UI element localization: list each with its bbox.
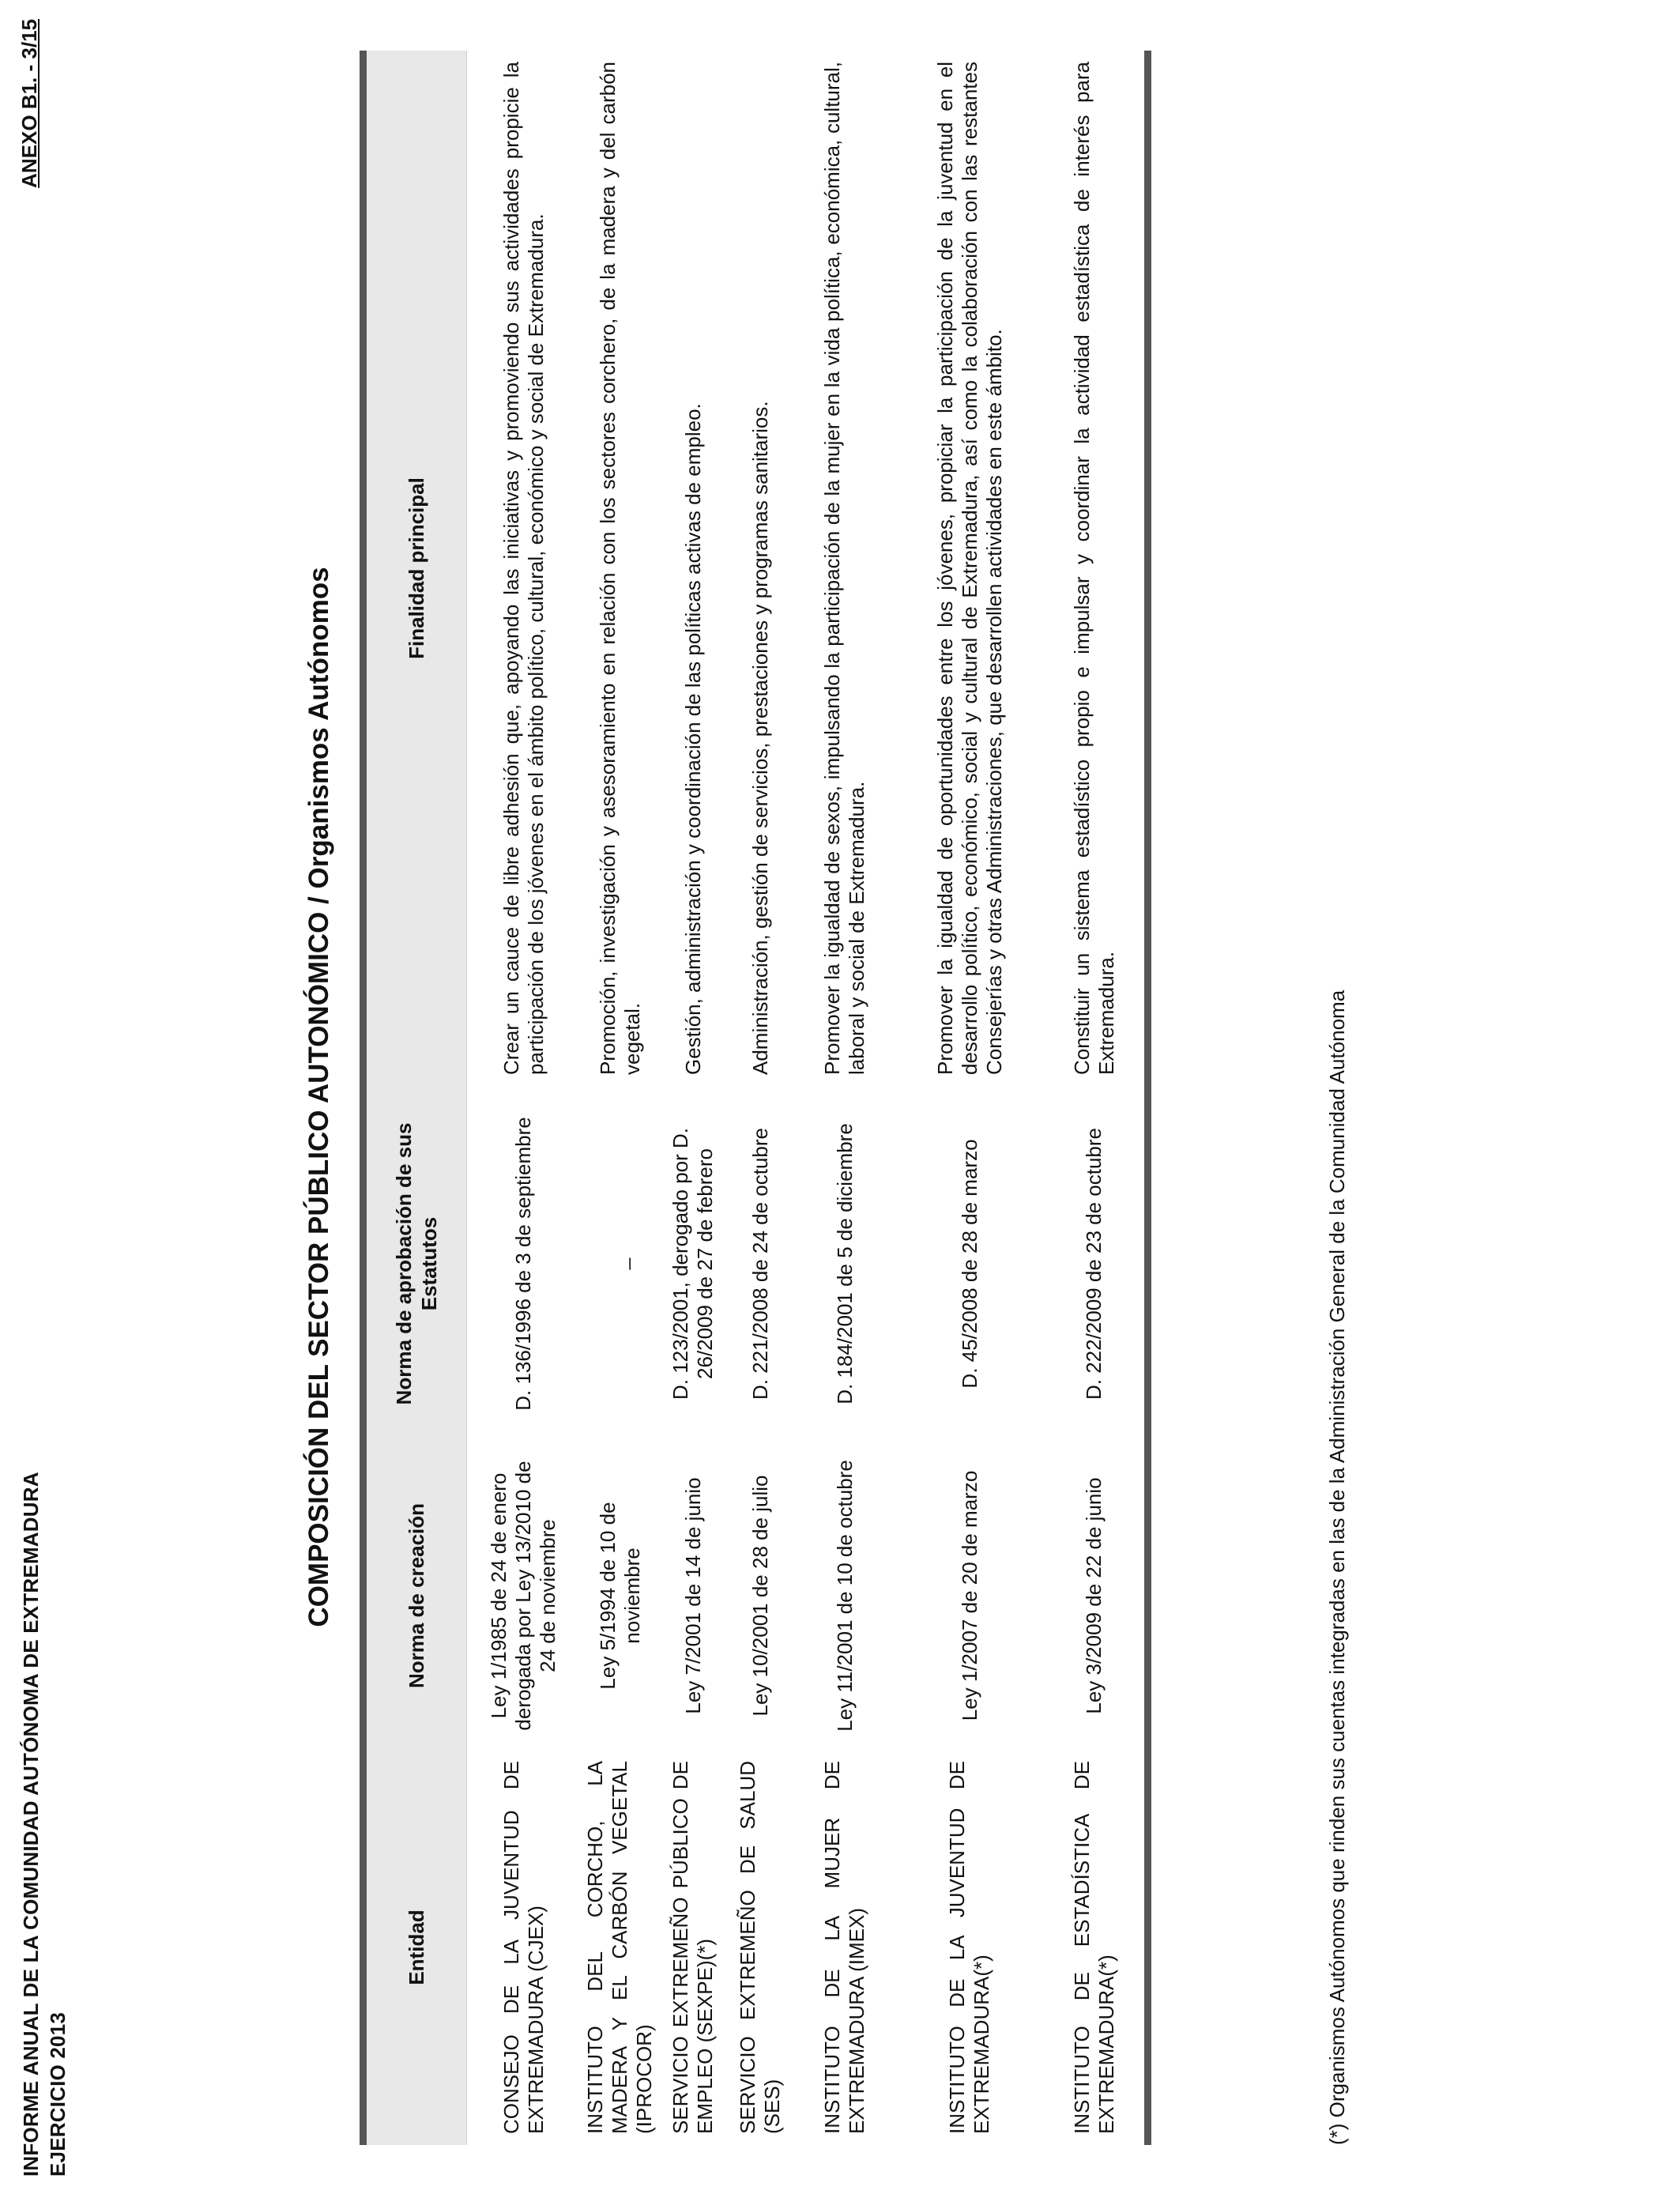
cell-estatutos: D. 184/2001 de 5 de diciembre	[832, 1123, 857, 1404]
cell-entidad: INSTITUTO DE ESTADÍSTICA DE EXTREMADURA(*)	[1069, 1761, 1118, 2134]
cell-finalidad: Crear un cauce de libre adhesión que, apoyando las iniciativas y promoviendo sus actividades propicie la participación de los jóvenes en el ámbito político, cultural, económico y social de Extremadura.	[499, 62, 548, 1075]
page-title: COMPOSICIÓN DEL SECTOR PÚBLICO AUTONÓMICO / Organismos Autónomos	[303, 567, 334, 1627]
header-finalidad: Finalidad principal	[405, 477, 428, 659]
table-row	[467, 51, 580, 2145]
cell-creacion: Ley 3/2009 de 22 de junio	[1082, 1477, 1106, 1714]
cell-creacion: Ley 1/1985 de 24 de enero derogada por Ley 13/2010 de 24 de noviembre	[487, 1461, 559, 1731]
cell-creacion: Ley 5/1994 de 10 de noviembre	[595, 1502, 644, 1690]
cell-entidad: INSTITUTO DE LA MUJER DE EXTREMADURA (IMEX)	[820, 1761, 868, 2134]
table-row	[794, 51, 895, 2145]
table-row	[726, 51, 794, 2145]
cell-estatutos: D. 221/2008 de 24 de octubre	[748, 1127, 772, 1400]
cell-creacion: Ley 7/2001 de 14 de junio	[680, 1477, 705, 1714]
cell-finalidad: Constituir un sistema estadístico propio e impulsar y coordinar la actividad estadística de interés para Extremadura.	[1069, 62, 1118, 1075]
cell-finalidad: Promover la igualdad de sexos, impulsando la participación de la mujer en la vida política, económica, cultural, laboral y social de Extremadura.	[820, 62, 868, 1075]
cell-entidad: INSTITUTO DE LA JUVENTUD DE EXTREMADURA(*)	[945, 1761, 993, 2134]
cell-entidad: INSTITUTO DEL CORCHO, LA MADERA Y EL CARBÓN VEGETAL (IPROCOR)	[583, 1761, 656, 2134]
table-row	[895, 51, 1044, 2145]
cell-creacion: Ley 11/2001 de 10 de octubre	[832, 1460, 857, 1732]
cell-estatutos: D. 136/1996 de 3 de septiembre	[511, 1117, 535, 1411]
header-norma-estatutos: Norma de aprobación de sus Estatutos	[392, 1122, 441, 1405]
cell-finalidad: Promover la igualdad de oportunidades entre los jóvenes, propiciar la participación de la juventud en el desarrollo político, económico, social y cultural de Extremadura, así como la colaboración con las restantes Consejerías y otras Administraciones, que desarrollen actividades en este ámbito.	[932, 62, 1006, 1075]
report-title: INFORME ANUAL DE LA COMUNIDAD AUTÓNOMA DE EXTREMADURA	[19, 1472, 43, 2177]
cell-estatutos: _	[608, 1257, 631, 1270]
report-year: EJERCICIO 2013	[46, 2011, 70, 2177]
header-norma-creacion: Norma de creación	[405, 1502, 428, 1689]
table-row	[660, 51, 726, 2145]
cell-entidad: CONSEJO DE LA JUVENTUD DE EXTREMADURA (CJEX)	[499, 1761, 548, 2134]
cell-creacion: Ley 10/2001 de 28 de julio	[748, 1475, 772, 1717]
cell-entidad: SERVICIO EXTREMEÑO DE SALUD (SES)	[736, 1761, 784, 2134]
cell-estatutos: D. 123/2001, derogado por D. 26/2009 de 27 de febrero	[669, 1127, 717, 1400]
cell-estatutos: D. 45/2008 de 28 de marzo	[957, 1139, 981, 1389]
footnote: (*) Organismos Autónomos que rinden sus cuentas integradas en las de la Administración General de la Comunidad Autónoma	[1325, 990, 1349, 2145]
annex-label: ANEXO B1. - 3/15	[17, 19, 41, 188]
report-header	[17, 1472, 71, 2177]
organisms-table	[360, 51, 1151, 2145]
cell-finalidad: Administración, gestión de servicios, prestaciones y programas sanitarios.	[748, 401, 772, 1075]
table-row	[1044, 51, 1144, 2145]
cell-creacion: Ley 1/2007 de 20 de marzo	[957, 1470, 981, 1721]
table-row	[580, 51, 660, 2145]
table-header	[367, 51, 467, 2145]
cell-finalidad: Promoción, investigación y asesoramiento en relación con los sectores corchero, de la madera y del carbón vegetal.	[595, 62, 644, 1075]
cell-finalidad: Gestión, administración y coordinación de las políticas activas de empleo.	[680, 403, 705, 1075]
cell-estatutos: D. 222/2009 de 23 de octubre	[1082, 1127, 1106, 1400]
header-entidad: Entidad	[405, 1909, 428, 1985]
cell-entidad: SERVICIO EXTREMEÑO PÚBLICO DE EMPLEO (SEXPE)(*)	[669, 1761, 717, 2134]
